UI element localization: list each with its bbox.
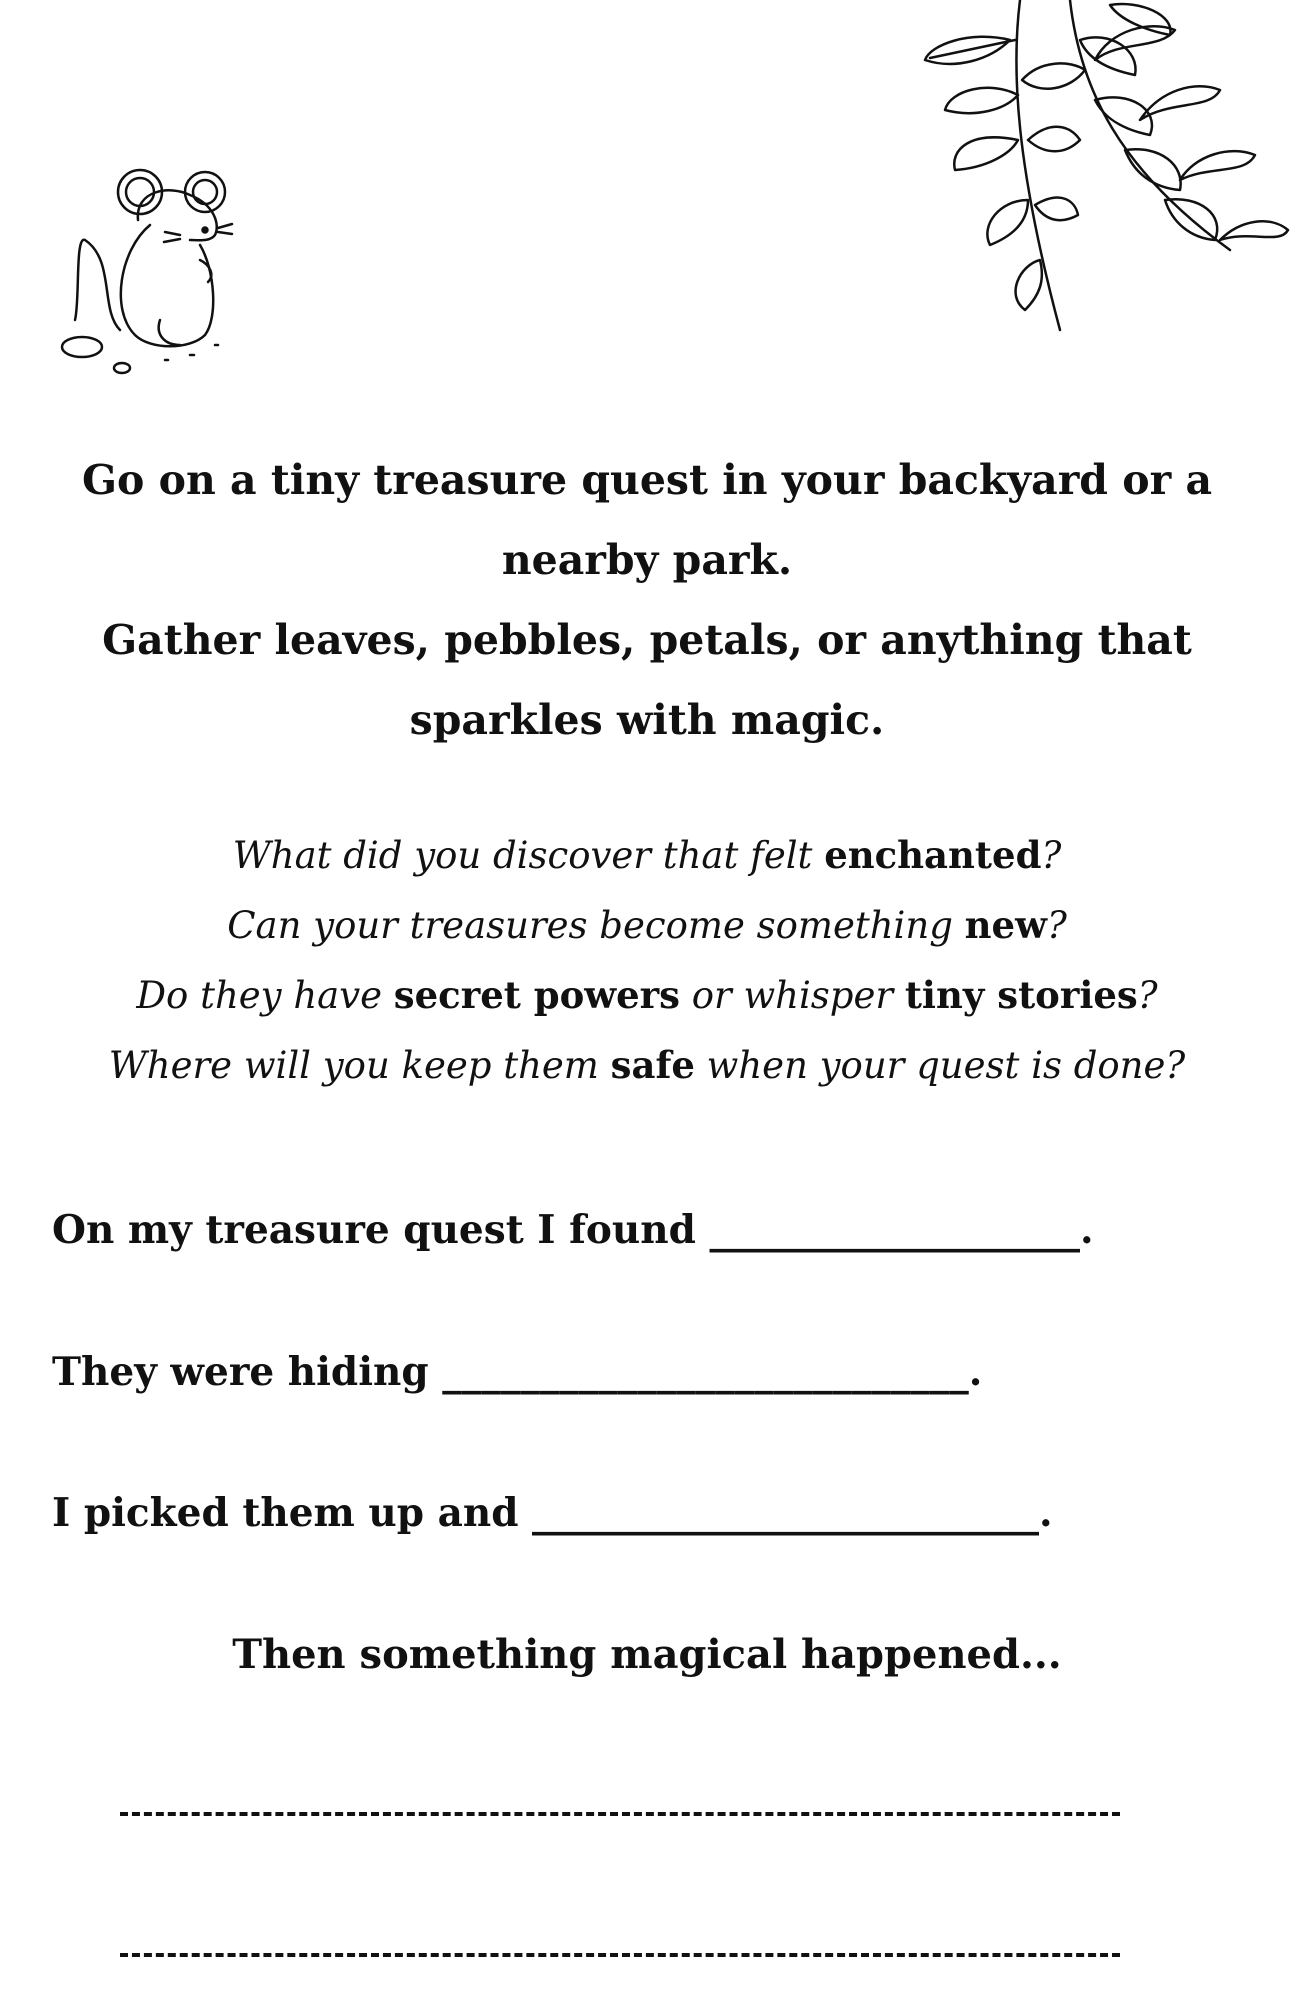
question-new: Can your treasures become something new? <box>227 903 1067 947</box>
question-safe: Where will you keep them safe when your quest is done? <box>108 1043 1186 1087</box>
mouse-illustration <box>40 150 280 390</box>
writing-line <box>120 1953 1120 1957</box>
question-secret-powers: Do they have secret powers or whisper tiny stories? <box>136 973 1158 1017</box>
instruction-paragraph-2: Gather leaves, pebbles, petals, or anything that sparkles with magic. <box>102 616 1192 744</box>
magic-prompt: Then something magical happened... <box>232 1631 1062 1678</box>
leafy-branch-illustration <box>910 0 1294 345</box>
prompt-hiding: They were hiding ___________________________. <box>52 1349 983 1395</box>
writing-line <box>120 1812 1120 1816</box>
prompt-found: On my treasure quest I found ___________________. <box>52 1207 1094 1253</box>
prompt-picked-up: I picked them up and __________________________. <box>52 1490 1053 1536</box>
question-enchanted: What did you discover that felt enchanted? <box>232 833 1062 877</box>
instruction-paragraph-1: Go on a tiny treasure quest in your backyard or a nearby park. <box>81 456 1213 584</box>
